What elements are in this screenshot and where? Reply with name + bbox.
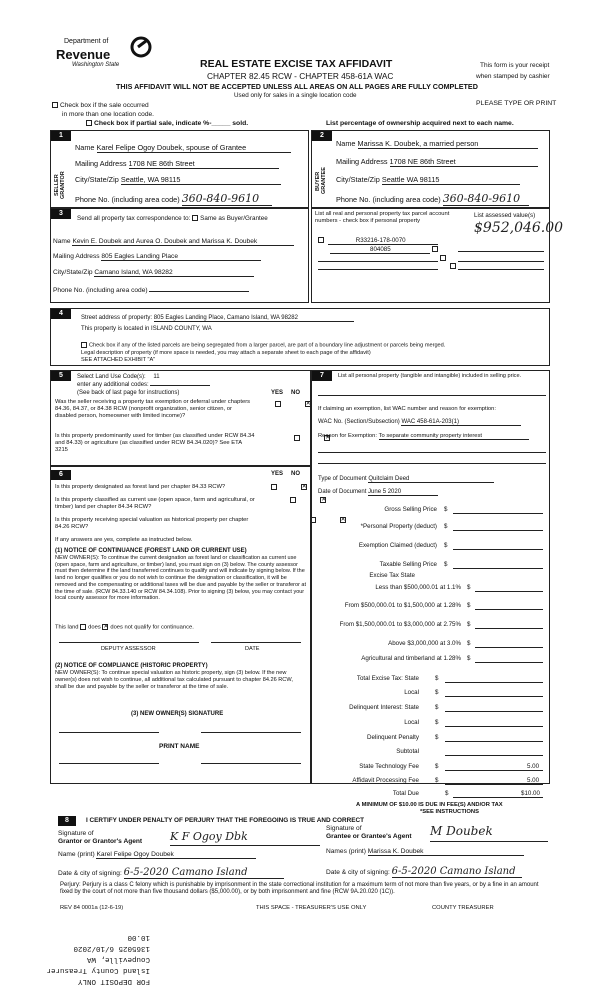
buyer-name-value[interactable]: Marissa K. Doubek, a married person bbox=[358, 139, 538, 149]
doc-date-value[interactable]: June 5 2020 bbox=[368, 489, 438, 496]
label: Date & city of signing: bbox=[326, 869, 390, 876]
does-label: does bbox=[88, 624, 101, 631]
value-line[interactable] bbox=[453, 568, 543, 569]
label: Name bbox=[53, 238, 71, 245]
section-number: 2 bbox=[312, 131, 332, 141]
label: Total Excise Tax: State bbox=[356, 675, 419, 682]
grantee-date-row bbox=[326, 866, 522, 878]
dollar-sign: $ bbox=[435, 704, 439, 711]
pct-list-note: List percentage of ownership acquired next to each name. bbox=[326, 120, 514, 127]
total-due-value: $10.00 bbox=[521, 790, 540, 797]
label: Reason for Exemption: bbox=[318, 433, 377, 439]
section-number: 5 bbox=[51, 371, 71, 381]
label: Select Land Use Code(s): bbox=[77, 374, 146, 380]
exemption-claim-label: If claiming an exemption, list WAC number and reason for exemption: bbox=[318, 406, 496, 412]
label: From $1,500,000.01 to $3,000,000 at 2.75% bbox=[339, 621, 461, 628]
q1-no-checkbox[interactable] bbox=[305, 401, 311, 407]
section-number: 8 bbox=[58, 816, 76, 826]
stamp-line: Island County Treasurer bbox=[46, 966, 150, 974]
label: This land bbox=[55, 624, 79, 631]
parcel-number: 804085 bbox=[330, 246, 430, 254]
stamp-line: FOR DEPOSIT ONLY bbox=[77, 977, 150, 985]
form-title: REAL ESTATE EXCISE TAX AFFIDAVIT bbox=[200, 58, 393, 70]
tax-name-value[interactable]: Kevin E. Doubek and Aurea O. Doubek and Marissa K. Doubek bbox=[72, 238, 294, 246]
section-5-land-use bbox=[50, 370, 311, 466]
dollar-sign: $ bbox=[444, 506, 448, 513]
county-treasurer: COUNTY TREASURER bbox=[432, 905, 494, 911]
stamp-line: 1365025 6/10/2020 bbox=[73, 944, 150, 952]
label: Mailing Address bbox=[336, 157, 388, 166]
buyer-city-value[interactable]: Seattle WA 98115 bbox=[382, 175, 520, 185]
located-in: This property is located in ISLAND COUNTY, WA bbox=[81, 326, 212, 332]
parcel-header: List all real and personal property tax parcel account numbers - check box if personal property bbox=[315, 211, 450, 224]
street-address-value[interactable]: 805 Eagles Landing Place, Camano Island, WA 98282 bbox=[154, 315, 354, 322]
segregated-label: Check box if any of the listed parcels are being segregated from a larger parcel, are part of a boundary line adjustment or parcels being merged. bbox=[89, 342, 446, 349]
value-line bbox=[458, 269, 544, 270]
reason-value[interactable]: To separate community property interest bbox=[379, 433, 529, 440]
label: Exemption Claimed (deduct) bbox=[358, 542, 437, 549]
wac-value[interactable]: WAC 458-61A-203(1) bbox=[401, 419, 521, 426]
label: Send all property tax correspondence to: bbox=[77, 215, 191, 222]
partial-sale-check[interactable] bbox=[86, 120, 248, 127]
signature-line bbox=[59, 732, 159, 733]
section-6-current-use bbox=[50, 466, 311, 784]
seller-address-value[interactable]: 1708 NE 86th Street bbox=[129, 159, 279, 169]
section-3-correspondence bbox=[50, 208, 309, 303]
stamp-line: 10.00 bbox=[127, 933, 150, 941]
not-qualify-checkbox[interactable] bbox=[102, 624, 108, 630]
label: From $500,000.01 to $1,500,000 at 1.28% bbox=[344, 602, 461, 609]
dollar-sign: $ bbox=[467, 621, 471, 628]
date-line bbox=[211, 642, 301, 643]
checkbox[interactable] bbox=[52, 102, 58, 108]
label: City/State/Zip bbox=[53, 269, 93, 276]
see-attached: SEE ATTACHED EXHIBIT "A" bbox=[81, 357, 156, 363]
label: Taxable Selling Price bbox=[379, 561, 437, 568]
multi-location-label: Check box if the sale occurred bbox=[60, 102, 149, 109]
send-correspondence-row bbox=[77, 215, 268, 222]
checkbox[interactable] bbox=[432, 246, 438, 252]
label: Excise Tax State bbox=[369, 572, 415, 579]
buyer-phone-value[interactable]: 360-840-9610 bbox=[443, 192, 529, 206]
perjury-statement: Perjury: Perjury is a class C felony which is punishable by imprisonment in the state correctional institution for a maximum term of not more than five years, or by a fine in an amount fixed by the court of not more than five thousand dollars ($5,000.00), or by both imprisonment and fine (RCW 9A.20.020 (1C)). bbox=[60, 882, 539, 896]
section-8-certification bbox=[50, 816, 550, 892]
notice-compliance-body: NEW OWNER(S): To continue special valuation as historic property, sign (3) below. If the new owner(s) does not wish to continue, all additional tax calculated pursuant to chapter 84.26 RCW, shall be due and payable by the seller or transferor at the time of sale. bbox=[55, 670, 293, 690]
see-back: (See back of last page for instructions) bbox=[77, 390, 180, 396]
dollar-sign: $ bbox=[435, 675, 439, 682]
checkbox[interactable] bbox=[81, 342, 87, 348]
dollar-sign: $ bbox=[467, 655, 471, 662]
dollar-sign: $ bbox=[435, 719, 439, 726]
label: *Personal Property (deduct) bbox=[360, 523, 437, 530]
tax-phone-value[interactable] bbox=[149, 291, 249, 292]
no-header: NO bbox=[291, 390, 300, 396]
parcel-row[interactable] bbox=[330, 246, 440, 254]
additional-codes-input[interactable] bbox=[150, 385, 210, 386]
label: Date & city of signing: bbox=[58, 870, 122, 877]
deposit-stamp bbox=[20, 918, 150, 986]
certify-statement: I CERTIFY UNDER PENALTY OF PERJURY THAT THE FOREGOING IS TRUE AND CORRECT bbox=[86, 817, 365, 824]
dollar-sign: $ bbox=[435, 734, 439, 741]
notice-continuance-title: (1) NOTICE OF CONTINUANCE (FOREST LAND OR CURRENT USE) bbox=[55, 548, 247, 554]
question-historic: Is this property receiving special valuation as historical property per chapter 84.26 RCW? bbox=[55, 517, 249, 530]
seller-name-row bbox=[75, 143, 291, 153]
print-line bbox=[59, 763, 159, 764]
value-line[interactable] bbox=[453, 530, 543, 531]
q1-yes-checkbox[interactable] bbox=[275, 401, 281, 407]
label: Total Due bbox=[392, 790, 419, 797]
checkbox[interactable] bbox=[450, 263, 456, 269]
section-2-buyer bbox=[311, 130, 550, 208]
seller-name-value[interactable]: Karel Felipe Ogoy Doubek, spouse of Grantee bbox=[97, 143, 291, 153]
partial-sale-label: Check box if partial sale, indicate %-_____ sold. bbox=[94, 120, 249, 127]
dollar-sign: $ bbox=[444, 523, 448, 530]
checkbox[interactable] bbox=[440, 255, 446, 261]
doc-type-value[interactable]: Quitclaim Deed bbox=[368, 476, 494, 483]
grantee-date-value[interactable]: 6-5-2020 Camano Island bbox=[392, 866, 522, 878]
print-note: PLEASE TYPE OR PRINT bbox=[476, 100, 557, 107]
seller-address-row bbox=[75, 159, 279, 169]
dollar-sign: $ bbox=[435, 689, 439, 696]
seller-side-label: SELLER GRANTOR bbox=[54, 171, 66, 199]
print-line bbox=[201, 763, 301, 764]
dollar-sign: $ bbox=[435, 763, 439, 770]
value-line[interactable] bbox=[445, 755, 543, 756]
checkbox[interactable] bbox=[318, 237, 324, 243]
q1-yes-checkbox[interactable] bbox=[271, 484, 277, 490]
form-warning: THIS AFFIDAVIT WILL NOT BE ACCEPTED UNLESS ALL AREAS ON ALL PAGES ARE FULLY COMPLETED bbox=[116, 82, 478, 91]
section-number: 1 bbox=[51, 131, 71, 141]
not-qualify-label: does not qualify for continuance. bbox=[110, 624, 194, 631]
personal-property-label: List all personal property (tangible and intangible) included in selling price. bbox=[338, 373, 522, 379]
value-line[interactable] bbox=[475, 647, 543, 648]
tax-city-value[interactable]: Camano Island, WA 98282 bbox=[94, 269, 254, 277]
land-use-value[interactable]: 11 bbox=[153, 374, 160, 380]
dollar-sign: $ bbox=[435, 777, 439, 784]
tax-city-row bbox=[53, 269, 254, 277]
label: Name bbox=[75, 143, 95, 152]
label: Local bbox=[404, 689, 419, 696]
label: Phone No. (including area code) bbox=[75, 195, 180, 204]
value-line[interactable] bbox=[445, 726, 543, 727]
notice-compliance-title: (2) NOTICE OF COMPLIANCE (HISTORIC PROPERTY) bbox=[55, 663, 208, 669]
buyer-name-row bbox=[336, 139, 538, 149]
parcel-row[interactable] bbox=[318, 237, 438, 245]
treasurer-use: THIS SPACE - TREASURER'S USE ONLY bbox=[256, 905, 367, 911]
label: Mailing Address bbox=[53, 253, 100, 260]
checkbox[interactable] bbox=[86, 120, 92, 126]
value-line bbox=[458, 261, 544, 262]
additional-codes bbox=[77, 382, 210, 388]
grantor-print-row bbox=[58, 851, 256, 859]
multi-location-check[interactable] bbox=[52, 102, 149, 109]
label: Street address of property: bbox=[81, 315, 153, 321]
no-header: NO bbox=[291, 471, 300, 477]
parcel-blank-line bbox=[318, 269, 438, 270]
buyer-city-row bbox=[336, 175, 520, 185]
print-name-label: PRINT NAME bbox=[159, 743, 200, 750]
q2-yes-checkbox[interactable] bbox=[294, 435, 300, 441]
minimum-note: A MINIMUM OF $10.00 IS DUE IN FEE(S) AND/OR TAX bbox=[356, 802, 503, 808]
signature-line bbox=[201, 732, 301, 733]
assessed-value[interactable]: $952,046.00 bbox=[474, 220, 564, 236]
notice-continuance-body: NEW OWNER(S): To continue the current designation as forest land or classification as current use (open space, farm and agriculture, or timber) land, you must sign on (3) below. The county assessor must then determine if the land transferred continues to qualify and will indicate by signing below. If the land no longer qualifies or you do not wish to continue the designation or classification, it will be removed and the compensating or additional taxes will be due and payable by the seller or transferor at the time of sale. (RCW 84.33.140 or RCW 84.34.108). Prior to signing (3) below, you may contact your local county assessor for more information. bbox=[55, 555, 307, 602]
grantee-signature[interactable]: M Doubek bbox=[430, 824, 548, 842]
q2-yes-checkbox[interactable] bbox=[290, 497, 296, 503]
form-chapter: CHAPTER 82.45 RCW - CHAPTER 458-61A WAC bbox=[207, 71, 394, 81]
dollar-sign: $ bbox=[467, 640, 471, 647]
seller-phone-row bbox=[75, 192, 272, 206]
value-line[interactable] bbox=[475, 609, 543, 610]
grantor-sig-label-2: Grantor or Grantor's Agent bbox=[58, 838, 143, 845]
tax-name-row bbox=[53, 238, 294, 246]
grantee-sig-label-1: Signature of bbox=[326, 825, 362, 832]
tax-phone-row bbox=[53, 287, 249, 294]
dollar-sign: $ bbox=[444, 542, 448, 549]
section-number: 3 bbox=[51, 209, 71, 219]
grantor-sig-label-1: Signature of bbox=[58, 830, 94, 837]
dollar-sign: $ bbox=[467, 602, 471, 609]
grantor-date-row bbox=[58, 867, 284, 879]
grantee-print-row bbox=[326, 848, 524, 856]
label: Name (print) bbox=[58, 851, 95, 858]
value-line[interactable] bbox=[445, 784, 543, 785]
assessed-label: List assessed value(s) bbox=[474, 212, 536, 219]
label: City/State/Zip bbox=[336, 175, 380, 184]
label: Subtotal bbox=[396, 748, 419, 755]
section-4-property bbox=[50, 308, 550, 366]
tax-address-row bbox=[53, 253, 261, 261]
street-address-row bbox=[81, 315, 354, 322]
section-number: 4 bbox=[51, 309, 71, 319]
tax-value-column bbox=[311, 370, 550, 800]
dollar-sign: $ bbox=[444, 561, 448, 568]
same-as-checkbox[interactable] bbox=[192, 215, 198, 221]
yes-header: YES bbox=[271, 471, 284, 477]
label: Phone No. (including area code) bbox=[336, 195, 441, 204]
label: Local bbox=[404, 719, 419, 726]
section-number: 7 bbox=[312, 371, 332, 381]
if-any-yes: If any answers are yes, complete as instructed below. bbox=[55, 537, 193, 543]
question-forest: Is this property designated as forest land per chapter 84.33 RCW? bbox=[55, 484, 226, 490]
parcel-rows bbox=[318, 237, 546, 279]
receipt-note-2: when stamped by cashier bbox=[476, 73, 550, 80]
dollar-sign: $ bbox=[467, 584, 471, 591]
label: Names (print) bbox=[326, 848, 366, 855]
new-owner-signature-label: (3) NEW OWNER(S) SIGNATURE bbox=[131, 711, 224, 717]
stamp-line: Coupeville, WA bbox=[86, 955, 150, 963]
label: City/State/Zip bbox=[75, 175, 119, 184]
grantee-sig-label-2: Grantee or Grantee's Agent bbox=[326, 833, 412, 840]
same-as-label: Same as Buyer/Grantee bbox=[200, 215, 268, 222]
parcel-list-box bbox=[311, 208, 564, 303]
multi-location-label-2: in more than one location code. bbox=[62, 111, 155, 118]
buyer-address-row bbox=[336, 157, 538, 167]
date-label: DATE bbox=[245, 646, 260, 652]
tax-address-value[interactable]: 805 Eagles Landing Place bbox=[101, 253, 261, 261]
proc-fee-value: 5.00 bbox=[527, 777, 540, 784]
grantor-date-value[interactable]: 6-5-2020 Camano Island bbox=[124, 867, 284, 879]
form-revision: REV 84 0001a (12-6-19) bbox=[60, 905, 124, 911]
form-used-only: Used only for sales in a single location code bbox=[234, 92, 357, 99]
see-instructions: *SEE INSTRUCTIONS bbox=[420, 809, 479, 815]
q1-no-checkbox[interactable] bbox=[301, 484, 307, 490]
seller-phone-value[interactable]: 360-840-9610 bbox=[182, 192, 272, 206]
label: Name bbox=[336, 139, 356, 148]
label: enter any additional codes: bbox=[77, 382, 149, 388]
buyer-side-label: BUYER GRANTEE bbox=[315, 167, 327, 195]
label: Date of Document bbox=[318, 489, 367, 495]
segregated-check[interactable] bbox=[81, 342, 445, 348]
label: Agricultural and timberland at 1.28% bbox=[361, 655, 461, 662]
value-line[interactable] bbox=[453, 513, 543, 514]
tech-fee-value: 5.00 bbox=[527, 763, 540, 770]
value-line bbox=[458, 251, 544, 252]
value-line[interactable] bbox=[445, 741, 543, 742]
label: Delinquent Interest: State bbox=[349, 704, 419, 711]
question-exemption: Was the seller receiving a property tax exemption or deferral under chapters 84.36, 84.37, or 84.38 RCW (nonprofit organization, senior citizen, or disabled person, homeowner with limited income)? bbox=[55, 399, 251, 419]
label: WAC No. (Section/Subsection) bbox=[318, 419, 400, 425]
question-current-use: Is this property classified as current use (open space, farm and agricultural, or timber) land per chapter 84.34 RCW? bbox=[55, 497, 255, 510]
value-line[interactable] bbox=[453, 549, 543, 550]
section-number: 6 bbox=[51, 470, 71, 480]
dollar-sign: $ bbox=[445, 790, 449, 797]
legal-description: Legal description of property (if more space is needed, you may attach a separate sheet to each page of the affidavit) bbox=[81, 350, 371, 356]
dept-label: Department of bbox=[64, 38, 109, 45]
value-line[interactable] bbox=[475, 662, 543, 663]
buyer-phone-row bbox=[336, 192, 529, 206]
land-use-row bbox=[77, 374, 160, 380]
grantee-print-value[interactable]: Marissa K. Doubek bbox=[368, 848, 524, 856]
grantor-signature[interactable]: K F Ogoy Dbk bbox=[170, 830, 320, 846]
label: Affidavit Processing Fee bbox=[352, 777, 419, 784]
label: Gross Selling Price bbox=[384, 506, 437, 513]
label: Above $3,000,000 at 3.0% bbox=[388, 640, 461, 647]
value-line[interactable] bbox=[445, 696, 543, 697]
revenue-wordmark: Revenue bbox=[56, 47, 111, 62]
deputy-line bbox=[59, 642, 199, 643]
state-label: Washington State bbox=[72, 62, 120, 68]
value-line[interactable] bbox=[445, 711, 543, 712]
label: Type of Document bbox=[318, 476, 367, 482]
revenue-logo-icon bbox=[130, 36, 152, 58]
question-timber: Is this property predominantly used for timber (as classified under RCW 84.34 and 84.33) or agriculture (as classified under RCW 84.34.020)? See ETA 3215 bbox=[55, 433, 255, 453]
section-1-seller bbox=[50, 130, 309, 208]
label: Less than $500,000.01 at 1.1% bbox=[375, 584, 461, 591]
receipt-note-1: This form is your receipt bbox=[480, 62, 550, 69]
parcel-number: R33216-178-0070 bbox=[328, 237, 438, 245]
parcel-blank-line bbox=[318, 261, 438, 262]
deputy-label: DEPUTY ASSESSOR bbox=[101, 646, 156, 652]
grantor-print-value[interactable]: Karel Felipe Ogoy Doubek bbox=[96, 851, 256, 859]
yes-header: YES bbox=[271, 390, 284, 396]
value-line[interactable] bbox=[445, 770, 543, 771]
label: Mailing Address bbox=[75, 159, 127, 168]
seller-city-row bbox=[75, 175, 281, 185]
seller-city-value[interactable]: Seattle, WA 98115 bbox=[121, 175, 281, 185]
value-line[interactable] bbox=[445, 682, 543, 683]
value-line[interactable] bbox=[475, 628, 543, 629]
label: State Technology Fee bbox=[359, 763, 419, 770]
value-line[interactable] bbox=[475, 591, 543, 592]
does-checkbox[interactable] bbox=[80, 624, 86, 630]
label: Delinquent Penalty bbox=[367, 734, 419, 741]
label: Phone No. (including area code) bbox=[53, 287, 148, 294]
buyer-address-value[interactable]: 1708 NE 86th Street bbox=[390, 157, 538, 167]
value-line[interactable] bbox=[453, 797, 543, 798]
this-land-row bbox=[55, 624, 194, 631]
